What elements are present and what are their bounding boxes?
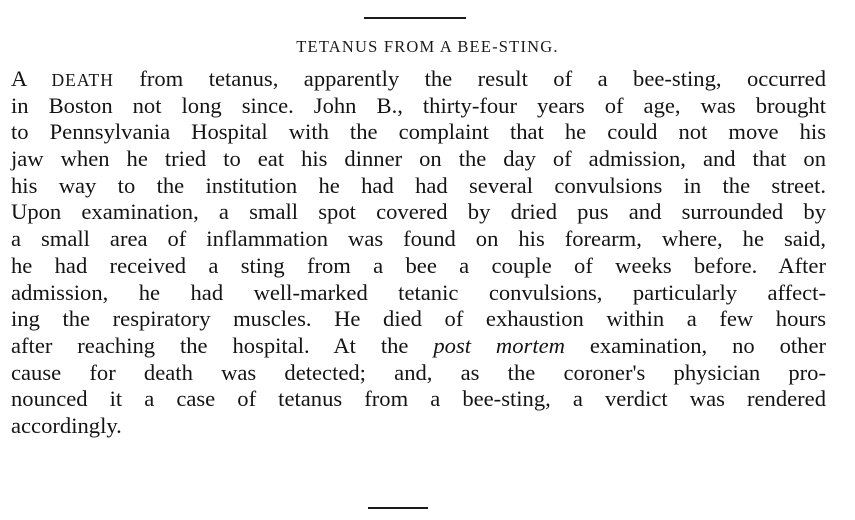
text-line: cause for death was detected; and, as the coroner's physician pro-: [11, 359, 826, 385]
text-line: nounced it a case of tetanus from a bee-sting, a verdict was rendered: [11, 386, 826, 412]
top-divider: [364, 17, 466, 19]
line-1-text: from tetanus, apparently the result of a bee-sting, occurred: [113, 66, 826, 91]
text-line: in Boston not long since. John B., thirty-four years of age, was brought: [11, 92, 826, 118]
text-line: he had received a sting from a bee a couple of weeks before. After: [11, 252, 826, 278]
article-title: TETANUS FROM A BEE-STING.: [296, 37, 559, 56]
lead-smallcaps: DEATH: [51, 70, 114, 90]
text-line: a small area of inflammation was found on his forearm, where, he said,: [11, 226, 826, 252]
text-line: [11, 333, 826, 360]
line-11-tail: examination, no other: [564, 332, 827, 358]
text-line: [11, 66, 826, 93]
bottom-divider: [368, 507, 428, 509]
text-line: accordingly.: [11, 412, 122, 438]
text-line: Upon examination, a small spot covered by dried pus and surrounded by: [11, 199, 826, 225]
lead-initial: A: [11, 66, 27, 91]
line-11-start: after reaching the hospital. At the: [11, 332, 434, 358]
text-line: admission, he had well-marked tetanic convulsions, particularly affect-: [11, 279, 826, 305]
text-line: to Pennsylvania Hospital with the complaint that he could not move his: [11, 119, 826, 145]
text-line: jaw when he tried to eat his dinner on the day of admission, and that on: [11, 146, 826, 172]
article-body: [11, 66, 826, 440]
post-mortem-italic: post mortem: [433, 332, 565, 358]
text-line: ing the respiratory muscles. He died of exhaustion within a few hours: [11, 306, 826, 332]
text-line: his way to the institution he had had several convulsions in the street.: [11, 172, 826, 198]
